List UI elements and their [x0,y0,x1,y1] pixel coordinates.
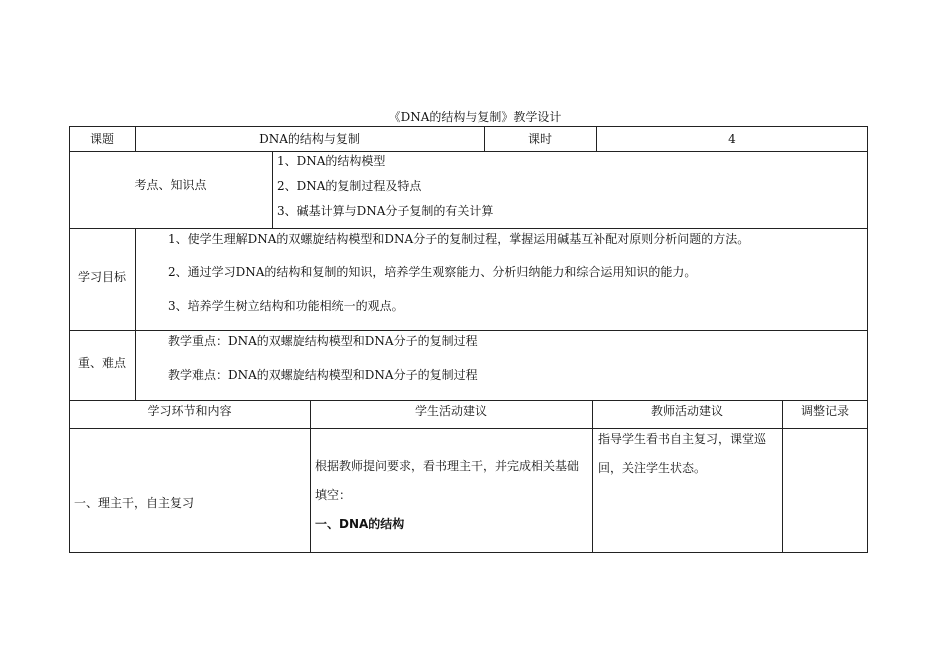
student-activity-line: 根据教师提问要求，看书理主干，并完成相关基础 [315,459,580,473]
col-divider [782,400,783,553]
col-divider [272,151,273,228]
period-label: 课时 [527,132,552,146]
row-divider [69,151,868,152]
col-divider [135,228,136,400]
lesson-info-table [69,126,868,401]
col-divider [592,400,593,553]
activity-table [69,400,868,553]
key-points-label: 重、难点 [77,356,126,370]
knowledge-points-label: 考点、知识点 [134,178,207,192]
row-divider [69,330,868,331]
learning-goal-item: 2、通过学习DNA的结构和复制的知识，培养学生观察能力、分析归纳能力和综合运用知识的能力。 [168,265,697,279]
key-point-item: 教学重点：DNA的双螺旋结构模型和DNA分子的复制过程 [168,334,478,348]
learning-goals-label: 学习目标 [77,270,126,284]
col-divider [310,400,311,553]
student-activity-line: 填空： [315,488,352,502]
topic-value: DNA的结构与复制 [259,132,360,146]
learning-goal-item: 1、使学生理解DNA的双螺旋结构模型和DNA分子的复制过程，掌握运用碱基互补配对原则分析问题的方法。 [168,232,750,246]
teacher-activity-line: 回，关注学生状态。 [598,461,707,475]
column-header: 教师活动建议 [650,404,723,418]
key-point-item: 教学难点：DNA的双螺旋结构模型和DNA分子的复制过程 [168,368,478,382]
knowledge-point-item: 3、碱基计算与DNA分子复制的有关计算 [277,204,494,218]
teacher-activity-line: 指导学生看书自主复习，课堂巡 [598,432,767,446]
knowledge-point-item: 1、DNA的结构模型 [277,154,386,168]
row-divider [69,228,868,229]
learning-goal-item: 3、培养学生树立结构和功能相统一的观点。 [168,299,404,313]
column-header: 学生活动建议 [414,404,487,418]
row-divider [69,428,868,429]
column-header: 调整记录 [800,404,849,418]
document-title: 《DNA的结构与复制》教学设计 [388,110,562,124]
column-header: 学习环节和内容 [147,404,232,418]
student-activity-line: 一、DNA的结构 [315,517,405,531]
topic-label: 课题 [89,132,114,146]
stage-cell: 一、理主干，自主复习 [74,496,195,510]
knowledge-point-item: 2、DNA的复制过程及特点 [277,179,422,193]
period-value: 4 [728,132,736,146]
